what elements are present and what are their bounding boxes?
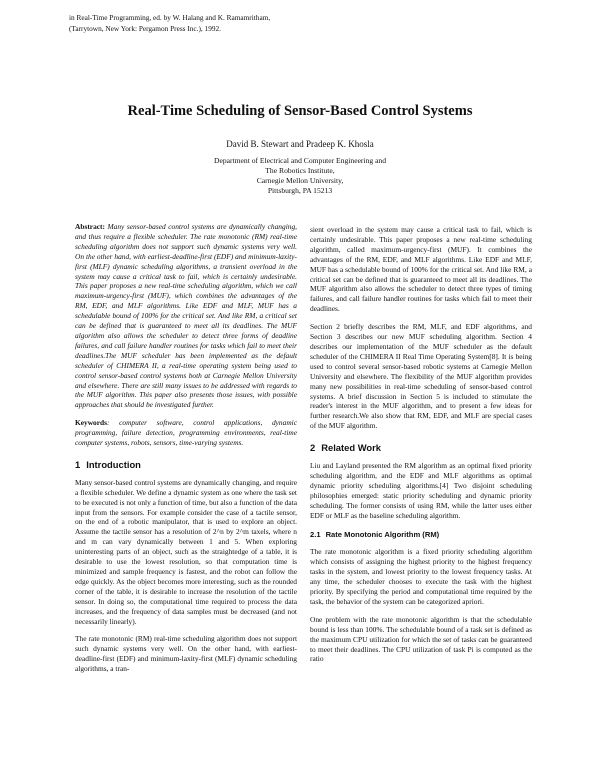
citation-note — [69, 12, 270, 34]
section-title: Related Work — [321, 442, 381, 454]
left-column — [75, 222, 297, 682]
abstract-label: Abstract: — [75, 222, 105, 231]
section-title: Introduction — [86, 458, 141, 470]
right-paragraph-1: sient overload in the system may cause a critical task to fail, which is certainly undesirable. This paper proposes a new real-time scheduling algorithm, called maximum-urgency-first (MUF). It combines the advantages of the RM, EDF, and MLF algorithms. Like EDF and MLF, MUF has a schedulable bound of 100% for the critical set. And like RM, a critical set can be defined that is guaranteed to meet all its deadlines. The MUF algorithm also allows the scheduler to detect three types of timing failures, and call failure handler routines for tasks which fail to meet their deadlines. — [310, 225, 532, 314]
affiliation-line-1: Department of Electrical and Computer Engineering and — [213, 156, 387, 165]
rm-paragraph-2: One problem with the rate monotonic algorithm is that the schedulable bound is less than 100%. The schedulable bound of a task set is defined as the maximum CPU utilization for which the set of tasks can be guaranteed to meet their deadlines. The CPU utilization of task Pi is computed as the ratio — [310, 614, 532, 664]
subsection-title: Rate Monotonic Algorithm (RM) — [325, 530, 440, 540]
authors: David B. Stewart and Pradeep K. Khosla — [226, 139, 374, 149]
abstract-text: Many sensor-based control systems are dynamically changing, and thus require a flexible scheduler. The rate monotonic (RM) real-time scheduling algorithm does not support such dynamic systems very well. On the other hand, with earliest-deadline-first (EDF) and minimum-laxity-first (MLF) dynamic scheduling algorithms, a transient overload in the system may cause a critical task to fail, which is certainly undesirable. This paper proposes a new real-time scheduling algorithm, which we call maximum-urgency-first (MUF), which combines the advantages of the RM, EDF, and MLF algorithms. Like EDF and MLF, MUF has a schedulable bound of 100% for the critical set. And like RM, a critical set can be defined that is guaranteed to meet all its deadlines. The MUF algorithm also allows the scheduler to detect three forms of deadline failures, and call failure handler routines for tasks which fail to meet their deadlines.The MUF scheduler has been implemented as the default scheduler of CHIMERA II, a real-time operating system being used to control sensor-based control systems both at Carnegie Mellon University and elsewhere. There are still many issues to be addressed with regards to the MUF algorithm. This paper also presents those issues, with possible approaches that should be investigated further. — [75, 222, 297, 410]
keywords-label: Keywords — [75, 418, 108, 428]
abstract — [75, 222, 297, 410]
citation-line-2: (Tarrytown, New York: Pergamon Press Inc.), 1992. — [69, 24, 221, 33]
related-paragraph-1: Liu and Layland presented the RM algorithm as an optimal fixed priority scheduling algorithm, and the EDF and MLF algorithms as optimal dynamic priority scheduling algorithms.[4] Two disjoint scheduling philosophies emerged: static priority scheduling and dynamic priority scheduling. The former consists of using RM, while the latter uses either EDF or MLF as the baseline scheduling algorithm. — [310, 461, 532, 520]
section-heading-introduction — [75, 460, 297, 470]
intro-paragraph-1: Many sensor-based control systems are dynamically changing, and require a flexible scheduler. We define a dynamic system as one where the task set to be executed is not only a function of time, but also a function of the data input from the sensors. For example consider the case of a tactile sensor, on the end of a robotic manipulator, that is used to explore an object. Assume the tactile sensor has a resolution of 2^n by 2^m taxels, where n and m can vary dynamically between 1 and 5. When exploring uninteresting parts of an object, such as the straightedge of a table, it is desirable to use the lowest resolution, so that computation time is minimized and sample frequency is fastest, and the robot can follow the edge quickly. As the object becomes more interesting, such as the rounded corner of the table, it is desirable to increase the resolution of the tactile sensor. In doing so, the computational time required to process the data increases, and the frequency of data samples must be decreased (and not necessarily linearly). — [75, 477, 297, 626]
subsection-heading-rm — [310, 530, 532, 540]
affiliation-line-2: The Robotics Institute, — [265, 166, 335, 175]
section-number: 2 — [310, 442, 316, 454]
affiliation-line-4: Pittsburgh, PA 15213 — [267, 186, 333, 195]
rm-paragraph-1: The rate monotonic algorithm is a fixed priority scheduling algorithm which consists of assigning the highest priority to the highest frequency tasks in the system, and lowest priority to the lowest frequency tasks. At any time, the scheduler chooses to execute the task with the highest priority. By specifying the period and computational time required by the task, the behavior of the system can be categorized apriori. — [310, 547, 532, 606]
subsection-number: 2.1 — [310, 530, 321, 540]
right-paragraph-2: Section 2 briefly describes the RM, MLF, and EDF algorithms, and Section 3 describes our new MUF scheduling algorithm. Section 4 describes our implementation of the MUF scheduler as the default scheduler of the CHIMERA II Real Time Operating System[8]. It is being used to control several sensor-based robotic systems at Carnegie Mellon University and elsewhere. The flexibility of the MUF algorithm provides many new possibilities in real-time scheduling of sensor-based control systems. A brief discussion in Section 5 is included to stimulate the reader's interest in the MUF algorithm, and to present a few ideas for further research.We also show that RM, EDF, and MLF are special cases of the MUF algorithm. — [310, 322, 532, 431]
keywords — [75, 418, 297, 448]
keywords-text: : computer software, control applications, dynamic programming, failure detection, programming environments, real-time computer systems, robots, sensors, time-varying systems. — [75, 418, 297, 448]
paper-title: Real-Time Scheduling of Sensor-Based Control Systems — [127, 103, 473, 119]
citation-line-1: in Real-Time Programming, ed. by W. Halang and K. Ramamritham, — [69, 13, 271, 22]
section-number: 1 — [75, 458, 81, 470]
affiliation — [0, 156, 600, 196]
intro-paragraph-2: The rate monotonic (RM) real-time scheduling algorithm does not support such dynamic systems very well. On the other hand, with earliest-deadline-first (EDF) and minimum-laxity-first (MLF) dynamic scheduling algorithms, a tran- — [75, 634, 297, 674]
section-heading-related-work — [310, 443, 532, 453]
right-column — [310, 225, 532, 672]
affiliation-line-3: Carnegie Mellon University, — [256, 176, 344, 185]
